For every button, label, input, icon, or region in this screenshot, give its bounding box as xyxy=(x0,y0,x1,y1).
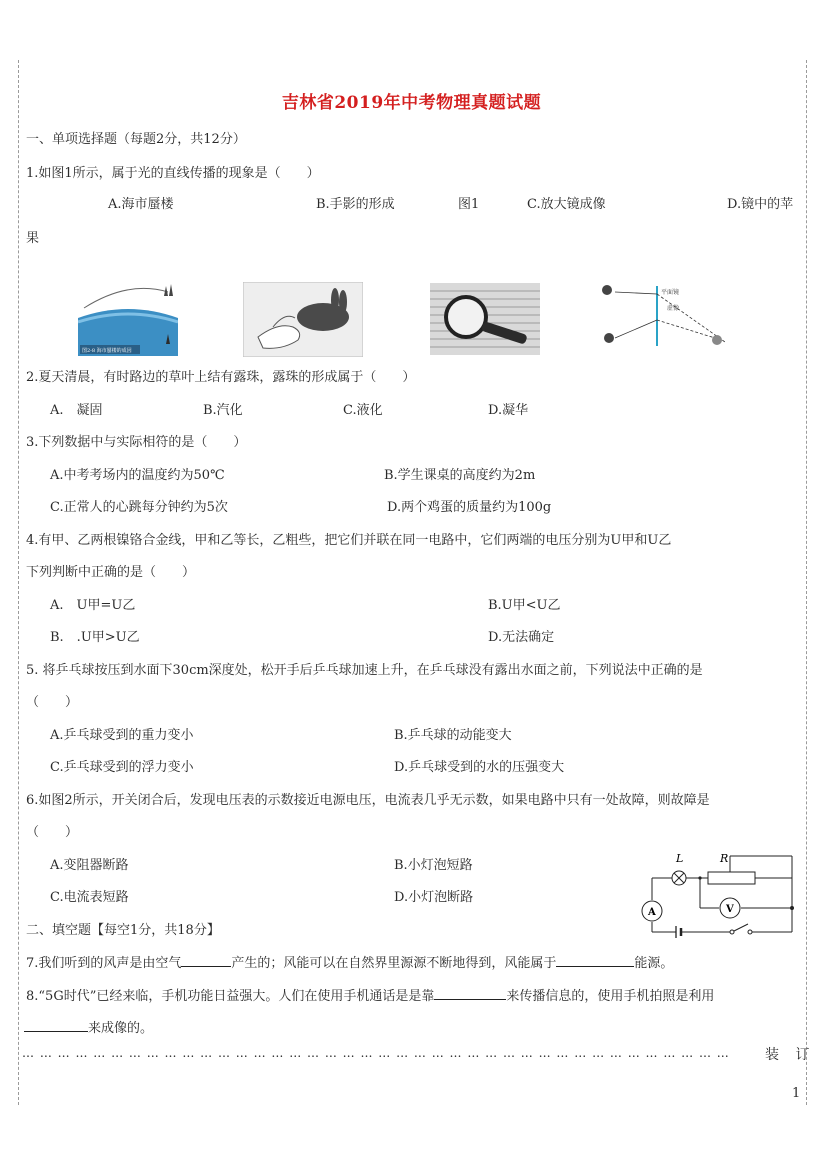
q7-blank-1[interactable] xyxy=(181,954,231,967)
mirror-apple-image xyxy=(595,280,735,352)
q1-option-c: C.放大镜成像 xyxy=(527,197,606,212)
q6-option-d: D.小灯泡断路 xyxy=(394,890,474,905)
q3-stem: 3.下列数据中与实际相符的是（ ） xyxy=(26,435,247,450)
q1-option-a: A.海市蜃楼 xyxy=(108,197,174,212)
q8-blank-2[interactable] xyxy=(24,1019,88,1032)
q4-option-a: A. U甲=U乙 xyxy=(50,598,136,613)
q1-figure-label: 图1 xyxy=(458,197,480,212)
magnifier-image xyxy=(430,283,540,355)
left-margin-line xyxy=(18,60,19,1105)
ammeter-label: A xyxy=(648,907,656,918)
q2-option-d: D.凝华 xyxy=(488,403,529,418)
section1-heading: 一、单项选择题（每题2分，共12分） xyxy=(26,132,246,147)
rheostat-label: R xyxy=(720,852,729,865)
q8-line1 xyxy=(26,985,714,1004)
q3-option-a: A.中考考场内的温度约为50℃ xyxy=(50,468,225,483)
q8-text-2: 来传播信息的，使用手机拍照是利用 xyxy=(506,989,715,1004)
q6-option-c: C.电流表短路 xyxy=(50,890,129,905)
q2-option-b: B.汽化 xyxy=(203,403,243,418)
binding-dotted-line: … … … … … … … … … … … … … … … … … … … … … … … … … … … … … … … … … … … … … … … … xyxy=(22,1046,730,1060)
q6-option-b: B.小灯泡短路 xyxy=(394,858,473,873)
q4-option-c: B. .U甲>U乙 xyxy=(50,630,140,645)
q1-option-d-cont: 果 xyxy=(26,231,40,246)
q5-stem-line1: 5. 将乒乓球按压到水面下30cm深度处，松开手后乒乓球加速上升，在乒乓球没有露出水面之前，下列说法中正确的是 xyxy=(26,663,703,678)
virtual-image-label: 虚像 xyxy=(667,305,680,312)
q8-line2 xyxy=(24,1017,153,1036)
q4-option-d: D.无法确定 xyxy=(488,630,555,645)
hand-shadow-image xyxy=(243,282,363,357)
q5-stem-line2: （ ） xyxy=(26,695,79,710)
q1-option-b: B.手影的形成 xyxy=(316,197,395,212)
q3-option-c: C.正常人的心跳每分钟约为5次 xyxy=(50,500,228,515)
q1-option-d: D.镜中的苹 xyxy=(727,197,794,212)
q2-option-a: A. 凝固 xyxy=(50,403,103,418)
q6-stem-line2: （ ） xyxy=(26,825,79,840)
voltmeter-label: V xyxy=(726,904,734,915)
q4-stem-line1: 4.有甲、乙两根镍铬合金线，甲和乙等长，乙粗些，把它们并联在同一电路中，它们两端的电压分别为U甲和U乙 xyxy=(26,533,672,548)
q1-stem: 1.如图1所示，属于光的直线传播的现象是（ ） xyxy=(26,166,320,181)
section2-heading: 二、填空题【每空1分，共18分】 xyxy=(26,923,220,938)
mirage-caption: 图2-8 海市蜃楼的成因 xyxy=(82,348,132,354)
q5-option-c: C.乒乓球受到的浮力变小 xyxy=(50,760,194,775)
q7-text-2: 产生的；风能可以在自然界里源源不断地得到，风能属于 xyxy=(231,956,557,971)
q5-option-a: A.乒乓球受到的重力变小 xyxy=(50,728,194,743)
q5-option-d: D.乒乓球受到的水的压强变大 xyxy=(394,760,565,775)
right-margin-line xyxy=(806,60,807,1105)
q7-line xyxy=(26,952,673,971)
lamp-label: L xyxy=(676,852,684,865)
page-number: 1 xyxy=(792,1086,801,1101)
q4-stem-line2: 下列判断中正确的是（ ） xyxy=(26,565,196,580)
q8-blank-1[interactable] xyxy=(434,987,506,1000)
q7-text-1: 7.我们听到的风声是由空气 xyxy=(26,956,182,971)
q4-option-b: B.U甲<U乙 xyxy=(488,598,561,613)
mirage-image xyxy=(78,278,178,356)
q7-text-3: 能源。 xyxy=(634,956,674,971)
page-title: 吉林省2019年中考物理真题试题 xyxy=(281,93,542,113)
q3-option-d: D.两个鸡蛋的质量约为100g xyxy=(387,500,552,515)
q3-option-b: B.学生课桌的高度约为2m xyxy=(384,468,536,483)
q2-stem: 2.夏天清晨，有时路边的草叶上结有露珠，露珠的形成属于（ ） xyxy=(26,370,416,385)
binding-label: 装 订 xyxy=(765,1047,816,1063)
q8-text-3: 来成像的。 xyxy=(88,1021,154,1036)
q6-option-a: A.变阻器断路 xyxy=(50,858,129,873)
mirror-label: 平面镜 xyxy=(661,289,680,296)
q5-option-b: B.乒乓球的动能变大 xyxy=(394,728,512,743)
q7-blank-2[interactable] xyxy=(556,954,634,967)
circuit-diagram xyxy=(640,848,800,940)
q6-stem-line1: 6.如图2所示，开关闭合后，发现电压表的示数接近电源电压，电流表几乎无示数，如果电路中只有一处故障，则故障是 xyxy=(26,793,710,808)
q8-text-1: 8.“5G时代”已经来临，手机功能日益强大。人们在使用手机通话是是靠 xyxy=(26,989,435,1004)
q2-option-c: C.液化 xyxy=(343,403,383,418)
